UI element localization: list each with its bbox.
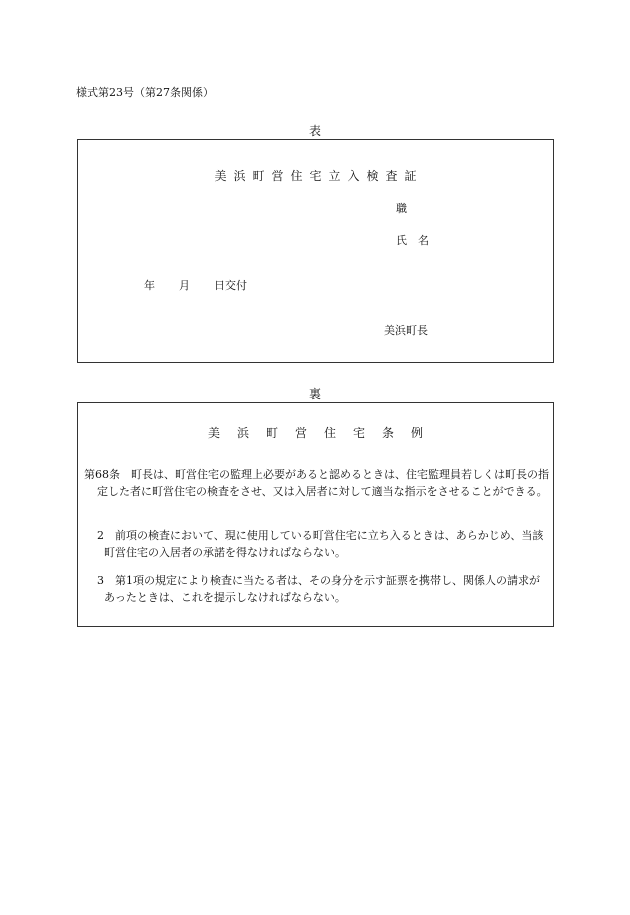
issuer-label: 美浜町長 (384, 324, 428, 337)
front-side-label: 表 (308, 124, 321, 138)
certificate-front (77, 139, 554, 363)
issue-year-label: 年 (144, 279, 155, 292)
article-paragraph: 3 第1項の規定により検査に当たる者は、その身分を示す証票を携帯し、関係人の請求があったときは、これを提示しなければならない。 (97, 574, 540, 604)
article-paragraph: 2 前項の検査において、現に使用している町営住宅に立ち入るときは、あらかじめ、当該町営住宅の入居者の承諾を得なければならない。 (97, 529, 544, 559)
position-label: 職 (396, 202, 407, 215)
name-label: 氏 名 (396, 234, 429, 247)
back-side-label: 裏 (308, 387, 321, 401)
issue-day-label: 日交付 (214, 279, 247, 292)
form-number: 様式第23号（第27条関係） (76, 86, 214, 99)
ordinance-title: 美浜町営住宅条例 (207, 426, 440, 440)
issue-month-label: 月 (179, 279, 190, 292)
certificate-title: 美浜町営住宅立入検査証 (214, 169, 424, 183)
article-paragraph: 第68条 町長は、町営住宅の監理上必要があると認めるときは、住宅監理員若しくは町長の指定した者に町営住宅の検査をさせ、又は入居者に対して適当な指示をさせることができる。 (84, 468, 549, 498)
certificate-back (77, 402, 554, 627)
